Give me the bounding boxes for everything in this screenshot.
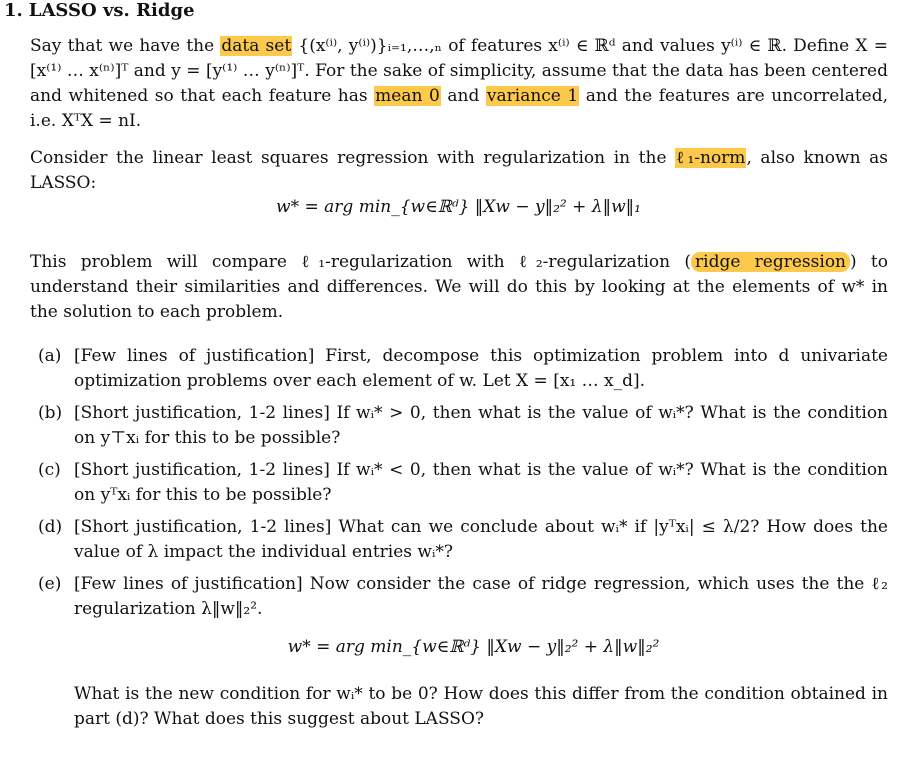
highlight-mean-0: mean 0 (375, 86, 440, 106)
consider-text-start: Consider the linear least squares regression with regularization in the (30, 148, 676, 168)
intro-text-end: and the features are uncorrelated, i.e. XᵀX = nI. (30, 86, 889, 131)
highlight-ridge-regression: ridge regression (691, 252, 850, 272)
highlight-variance-1: variance 1 (486, 86, 579, 106)
question-label: (c) (38, 460, 61, 480)
question-label: (a) (38, 346, 62, 366)
question-label: (b) (38, 403, 63, 423)
question-text: [Short justification, 1-2 lines] If wᵢ* > 0, then what is the value of wᵢ*? What is the condition on y⊤xᵢ for this to be possible? (74, 403, 888, 448)
question-label: (d) (38, 517, 63, 537)
question-text: [Short justification, 1-2 lines] If wᵢ* < 0, then what is the value of wᵢ*? What is the condition on yᵀxᵢ for this to be possible? (74, 460, 888, 505)
problem-title: LASSO vs. Ridge (28, 0, 195, 21)
question-e (30, 572, 888, 622)
problem-heading (4, 0, 195, 21)
question-a (30, 344, 888, 394)
intro-text-start: Say that we have the (30, 36, 221, 56)
compare-text-start: This problem will compare ℓ₁-regularization with ℓ₂-regularization ( (30, 252, 692, 272)
problem-number: 1. (4, 0, 23, 21)
question-e-followup: What is the new condition for wᵢ* to be 0? How does this differ from the condition obtained in part (d)? What does this suggest about LASSO? (74, 684, 888, 729)
question-d (30, 515, 888, 565)
question-text: [Few lines of justification] First, decompose this optimization problem into d univariate optimization problems over each element of w. Let X = [x₁ … x_d]. (74, 346, 888, 391)
question-text: [Few lines of justification] Now consider the case of ridge regression, which uses the the ℓ₂ regularization λ‖w‖₂². (74, 574, 888, 619)
intro-text-middle: {(x⁽ⁱ⁾, y⁽ⁱ⁾)}ᵢ₌₁,…,ₙ of features x⁽ⁱ⁾ ∈ ℝᵈ and values y⁽ⁱ⁾ ∈ ℝ. Define X = [x⁽¹⁾ … x⁽ⁿ⁾]ᵀ and y = [y⁽¹⁾ … y⁽ⁿ⁾]ᵀ. For the sake of simplicity, assume that the data has been centered and whitened so that each feature has (30, 36, 888, 106)
question-label: (e) (38, 574, 62, 594)
consider-text-end: , also known as LASSO: (30, 148, 888, 193)
highlight-data-set: data set (221, 36, 292, 56)
lasso-equation: w* = arg min_{w∈ℝᵈ} ‖Xw − y‖₂² + λ‖w‖₁ (276, 197, 641, 217)
question-b (30, 401, 888, 451)
question-c (30, 458, 888, 508)
intro-text-and: and (440, 86, 486, 106)
consider-paragraph (30, 146, 888, 196)
compare-text-end: ) to understand their similarities and differences. We will do this by looking at the elements of w* in the solution to each problem. (30, 252, 888, 322)
question-list (30, 344, 888, 629)
compare-paragraph (30, 250, 888, 325)
ridge-equation: w* = arg min_{w∈ℝᵈ} ‖Xw − y‖₂² + λ‖w‖₂² (287, 637, 660, 657)
question-text: [Short justification, 1-2 lines] What can we conclude about wᵢ* if |yᵀxᵢ| ≤ λ/2? How does the value of λ impact the individual entries wᵢ*? (74, 517, 888, 562)
highlight-l1-norm: ℓ₁-norm (676, 148, 746, 168)
intro-paragraph (30, 34, 888, 134)
